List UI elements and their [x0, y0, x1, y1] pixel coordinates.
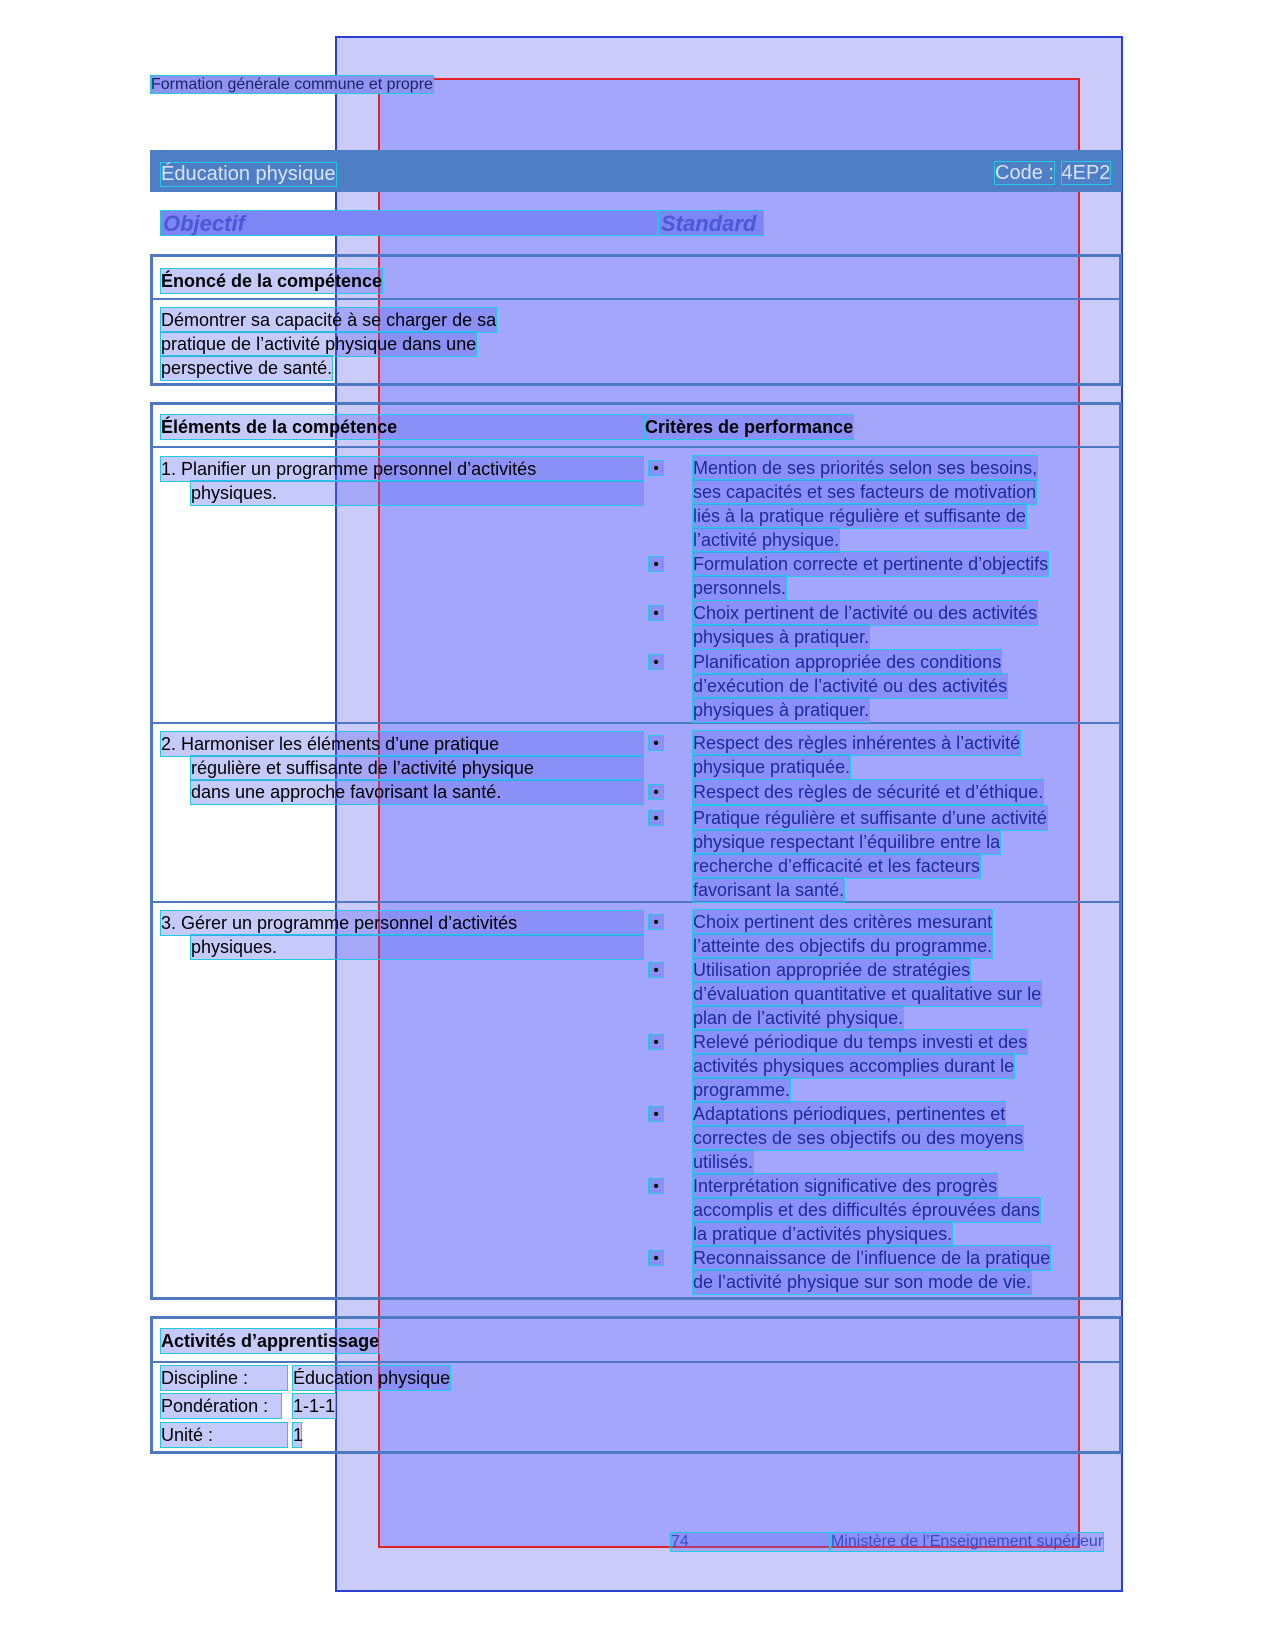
running-header: Formation générale commune et propre: [151, 76, 433, 93]
element-line: physiques.: [190, 934, 644, 960]
criterion-line: d’évaluation quantitative et qualitative sur le: [692, 981, 1042, 1007]
discipline-label: Discipline :: [160, 1365, 288, 1391]
element-line: 1. Planifier un programme personnel d’activités: [160, 456, 644, 482]
bullet-icon: •: [648, 914, 664, 930]
criterion-line: correctes de ses objectifs ou des moyens: [692, 1125, 1024, 1151]
subject-title: Éducation physique: [161, 163, 336, 185]
weight-value: 1-1-1: [292, 1393, 336, 1419]
criterion-line: accomplis et des difficultés éprouvées dans: [692, 1197, 1041, 1223]
criterion-line: Relevé périodique du temps investi et des: [692, 1029, 1028, 1055]
bullet-icon: •: [648, 810, 664, 826]
page-number: 74: [670, 1532, 830, 1552]
standard-heading: Standard: [658, 210, 764, 236]
footer-ministry: Ministère de l’Enseignement supérieur: [831, 1533, 1104, 1550]
learning-heading: Activités d’apprentissage: [160, 1328, 380, 1354]
criterion-line: l’activité physique.: [692, 527, 840, 553]
competence-line: pratique de l’activité physique dans une: [160, 331, 477, 357]
bullet-icon: •: [648, 962, 664, 978]
criterion-line: favorisant la santé.: [692, 877, 845, 903]
weight-label: Pondération :: [160, 1393, 282, 1419]
element-line: 3. Gérer un programme personnel d’activités: [160, 910, 644, 936]
criterion-line: la pratique d’activités physiques.: [692, 1221, 953, 1247]
unit-label: Unité :: [160, 1422, 288, 1448]
criteria-column-header: Critères de performance: [644, 414, 854, 440]
competence-heading: Énoncé de la compétence: [160, 268, 383, 294]
criterion-line: recherche d’efficacité et les facteurs: [692, 853, 981, 879]
divider: [150, 722, 1122, 724]
criterion-line: Planification appropriée des conditions: [692, 649, 1002, 675]
divider: [150, 298, 1122, 300]
element-line: dans une approche favorisant la santé.: [190, 779, 644, 805]
criterion-line: programme.: [692, 1077, 791, 1103]
discipline-value: Éducation physique: [292, 1365, 451, 1391]
bullet-icon: •: [648, 556, 664, 572]
competence-line: Démontrer sa capacité à se charger de sa: [160, 307, 497, 333]
criterion-line: de l’activité physique sur son mode de vie.: [692, 1269, 1032, 1295]
divider: [150, 901, 1122, 903]
criterion-line: personnels.: [692, 575, 787, 601]
bullet-icon: •: [648, 1034, 664, 1050]
bullet-icon: •: [648, 735, 664, 751]
unit-value: 1: [292, 1422, 302, 1448]
divider: [150, 1361, 1122, 1363]
criterion-line: physiques à pratiquer.: [692, 624, 870, 650]
bullet-icon: •: [648, 1178, 664, 1194]
bullet-icon: •: [648, 1106, 664, 1122]
criterion-line: Pratique régulière et suffisante d’une activité: [692, 805, 1048, 831]
criterion-line: plan de l’activité physique.: [692, 1005, 904, 1031]
criterion-line: Mention de ses priorités selon ses besoins,: [692, 455, 1038, 481]
competence-line: perspective de santé.: [160, 355, 333, 381]
criterion-line: Interprétation significative des progrès: [692, 1173, 998, 1199]
criterion-line: Respect des règles inhérentes à l’activité: [692, 730, 1021, 756]
bullet-icon: •: [648, 1250, 664, 1266]
criterion-line: Adaptations périodiques, pertinentes et: [692, 1101, 1006, 1127]
criterion-line: physique respectant l’équilibre entre la: [692, 829, 1001, 855]
criterion-line: ses capacités et ses facteurs de motivation: [692, 479, 1037, 505]
criterion-line: Respect des règles de sécurité et d’éthique.: [692, 779, 1044, 805]
criterion-line: physique pratiquée.: [692, 754, 851, 780]
bullet-icon: •: [648, 605, 664, 621]
element-line: régulière et suffisante de l’activité physique: [190, 755, 644, 781]
criterion-line: Utilisation appropriée de stratégies: [692, 957, 971, 983]
criterion-line: Formulation correcte et pertinente d’objectifs: [692, 551, 1049, 577]
criterion-line: Reconnaissance de l’influence de la pratique: [692, 1245, 1051, 1271]
bullet-icon: •: [648, 460, 664, 476]
element-line: physiques.: [190, 480, 644, 506]
criterion-line: Choix pertinent de l’activité ou des activités: [692, 600, 1038, 626]
elements-column-header: Éléments de la compétence: [160, 414, 644, 440]
objective-heading: Objectif: [160, 210, 658, 236]
criterion-line: physiques à pratiquer.: [692, 697, 870, 723]
subject-code: Code : 4EP2: [995, 162, 1111, 184]
criterion-line: l’atteinte des objectifs du programme.: [692, 933, 993, 959]
criterion-line: d’exécution de l’activité ou des activités: [692, 673, 1008, 699]
divider: [150, 446, 1122, 448]
criterion-line: utilisés.: [692, 1149, 754, 1175]
criterion-line: Choix pertinent des critères mesurant: [692, 909, 993, 935]
bullet-icon: •: [648, 654, 664, 670]
criterion-line: liés à la pratique régulière et suffisante de: [692, 503, 1027, 529]
element-line: 2. Harmoniser les éléments d’une pratique: [160, 731, 644, 757]
bullet-icon: •: [648, 784, 664, 800]
criterion-line: activités physiques accomplies durant le: [692, 1053, 1015, 1079]
